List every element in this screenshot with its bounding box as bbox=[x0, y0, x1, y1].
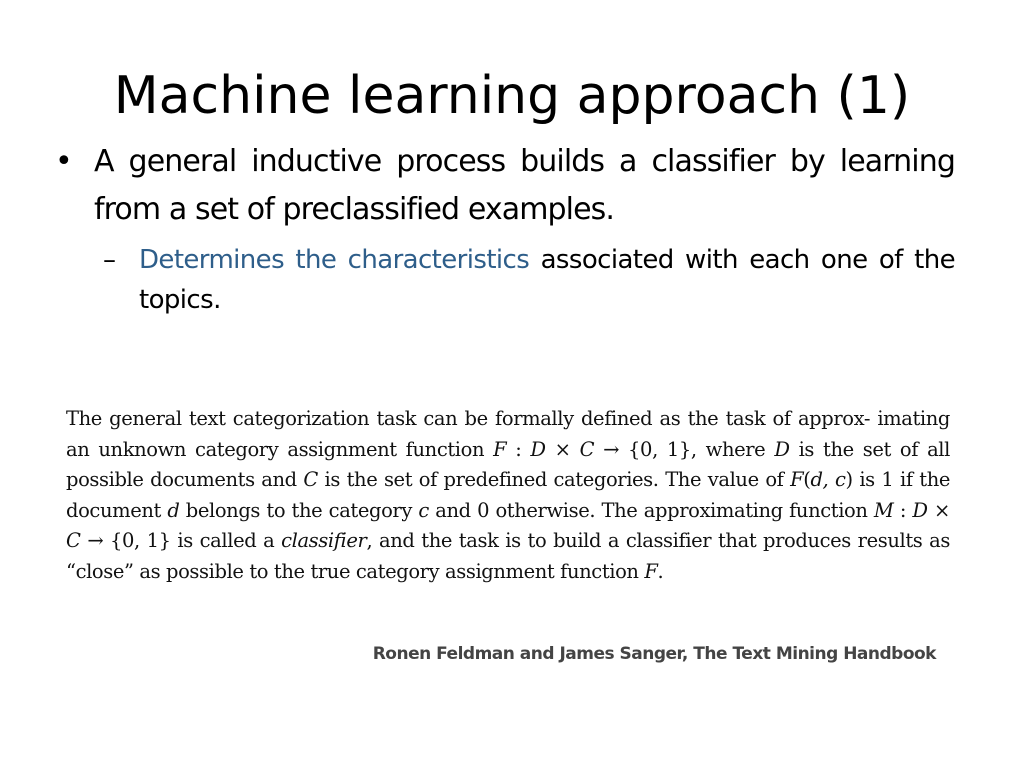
bullet-marker: • bbox=[55, 144, 73, 179]
excerpt-line: The approximating function bbox=[601, 498, 874, 522]
excerpt-text: × bbox=[545, 437, 580, 461]
excerpt-line: is to build a classifier that produces results as “close” as possible to the true category bbox=[66, 529, 950, 583]
excerpt-math: M bbox=[873, 498, 894, 522]
excerpt-line: imating an unknown category assignment function bbox=[66, 407, 950, 461]
excerpt-text: is the set of predefined categories. The bbox=[317, 468, 702, 492]
excerpt-math: D bbox=[912, 498, 928, 522]
slide-title: Machine learning approach (1) bbox=[113, 66, 911, 126]
sub-bullet-marker: – bbox=[103, 245, 116, 275]
excerpt-math: D bbox=[774, 437, 790, 461]
excerpt-math: C bbox=[579, 437, 595, 461]
sub-bullet-highlight: Determines the characteristics bbox=[139, 245, 530, 275]
bullet-item bbox=[55, 138, 955, 234]
excerpt-math: F bbox=[493, 437, 507, 461]
sub-bullet-item bbox=[103, 240, 955, 320]
sub-bullet-text-block bbox=[139, 240, 955, 320]
excerpt-math: C bbox=[66, 529, 81, 553]
citation: Ronen Feldman and James Sanger, The Text Mining Handbook bbox=[372, 644, 936, 664]
excerpt-line: assignment function bbox=[445, 559, 645, 583]
excerpt-math: c bbox=[418, 498, 429, 522]
excerpt-text: : bbox=[893, 498, 913, 522]
sub-bullet-text: associated with each one of the topics. bbox=[139, 245, 955, 315]
excerpt-text: ( bbox=[803, 468, 811, 492]
excerpt-math: D bbox=[530, 437, 546, 461]
excerpt-math: d, c bbox=[810, 468, 846, 492]
excerpt-text: ) is 1 if the document bbox=[66, 468, 951, 522]
excerpt-line: is the set of all possible documents and bbox=[66, 437, 950, 492]
excerpt-math: C bbox=[303, 468, 318, 492]
bullet-text: A general inductive process builds a classifier by learning from a set of preclassified examples. bbox=[94, 144, 955, 227]
excerpt-text: , and the task bbox=[366, 529, 499, 553]
excerpt-line: The general text categorization task can be formally defined as the task of approx- bbox=[66, 407, 871, 430]
excerpt-text: × bbox=[927, 498, 950, 522]
excerpt-text: and 0 otherwise. bbox=[428, 498, 596, 522]
excerpt-text: → {0, 1} is called a bbox=[80, 529, 282, 553]
excerpt-math: F bbox=[644, 559, 658, 583]
excerpt-text: → {0, 1}, where bbox=[594, 437, 775, 461]
excerpt-text: : bbox=[506, 437, 531, 461]
book-excerpt bbox=[66, 404, 950, 620]
excerpt-math: d bbox=[167, 498, 180, 522]
excerpt-text: . bbox=[657, 559, 664, 583]
excerpt-line: value of bbox=[707, 468, 791, 492]
excerpt-text: belongs to the category bbox=[179, 498, 419, 522]
excerpt-emphasis: classifier bbox=[281, 529, 367, 553]
excerpt-math: F bbox=[790, 468, 804, 492]
